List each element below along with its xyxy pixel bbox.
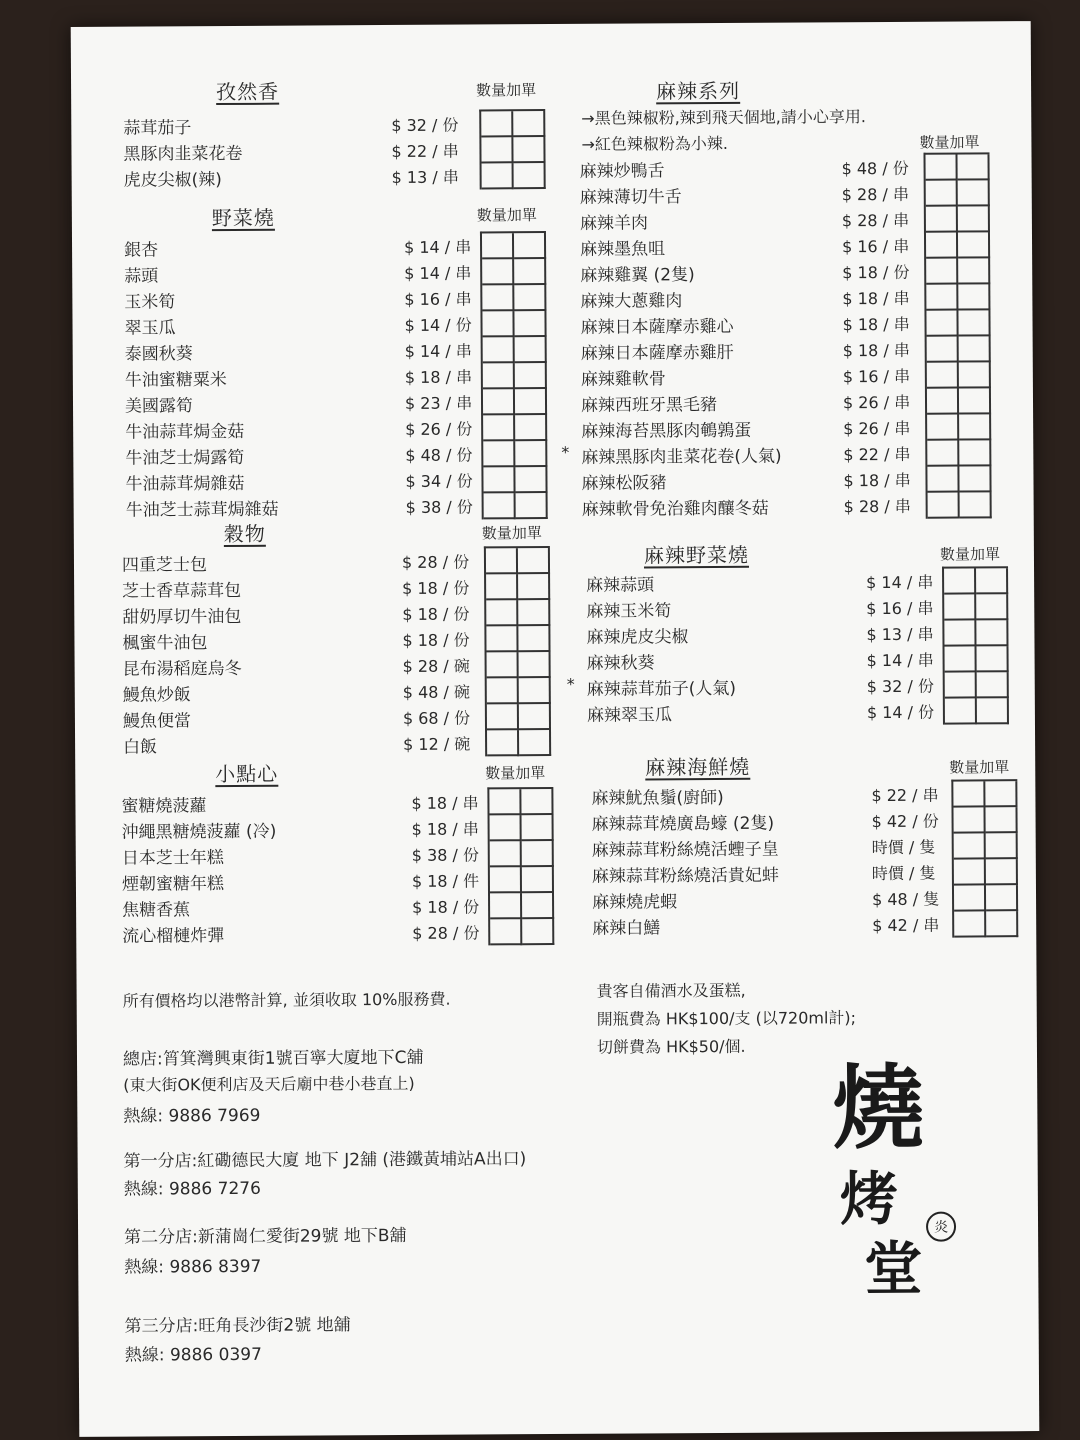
menu-item-name: 美國露筍 bbox=[124, 396, 194, 417]
menu-item-name: 泰國秋葵 bbox=[124, 344, 193, 365]
section-title: 孜然香 bbox=[216, 79, 280, 105]
menu-item-price: $ 28 / 串 bbox=[843, 496, 911, 517]
quantity-cell[interactable] bbox=[522, 867, 554, 893]
qty-add-order-label: 數量加單 bbox=[476, 81, 537, 100]
menu-item-name: 流心榴槤炸彈 bbox=[122, 926, 225, 947]
menu-item-name: 麻辣羊肉 bbox=[579, 213, 648, 234]
quantity-cell[interactable] bbox=[487, 730, 519, 756]
quantity-cell[interactable] bbox=[519, 730, 551, 756]
menu-item-name: 麻辣玉米筍 bbox=[586, 601, 672, 622]
quantity-cell[interactable] bbox=[514, 233, 546, 259]
menu-item-name: 麻辣翠玉瓜 bbox=[586, 705, 672, 726]
quantity-cell[interactable] bbox=[986, 859, 1018, 885]
quantity-cell[interactable] bbox=[927, 389, 959, 415]
menu-item-price: $ 42 / 串 bbox=[872, 915, 940, 936]
menu-item-name: 黑豚肉韭菜花卷 bbox=[123, 143, 243, 165]
quantity-cell[interactable] bbox=[926, 181, 958, 207]
quantity-cell[interactable] bbox=[944, 568, 976, 594]
menu-item-name: 芝士香草蒜茸包 bbox=[122, 580, 242, 602]
menu-item-name: 麻辣燒虎蝦 bbox=[592, 892, 678, 913]
menu-item-price: $ 32 / 份 bbox=[866, 676, 935, 697]
quantity-cell[interactable] bbox=[482, 311, 514, 337]
quantity-cell[interactable] bbox=[958, 310, 990, 336]
qty-add-order-label: 數量加單 bbox=[939, 545, 1001, 564]
branch-2-hotline: 熱線: 9886 8397 bbox=[124, 1256, 262, 1278]
quantity-grid bbox=[479, 109, 545, 189]
quantity-cell[interactable] bbox=[518, 548, 550, 574]
menu-item-price: $ 14 / 份 bbox=[866, 702, 935, 723]
quantity-cell[interactable] bbox=[959, 362, 991, 388]
spice-note: →紅色辣椒粉為小辣. bbox=[581, 133, 728, 154]
menu-item-name: 白飯 bbox=[123, 737, 158, 758]
quantity-cell[interactable] bbox=[959, 388, 991, 414]
branch-3-hotline: 熱線: 9886 0397 bbox=[124, 1344, 262, 1366]
menu-item-name: 焦糖香蕉 bbox=[122, 900, 191, 921]
quantity-cell[interactable] bbox=[522, 815, 554, 841]
quantity-cell[interactable] bbox=[519, 704, 551, 730]
quantity-cell[interactable] bbox=[953, 807, 985, 833]
menu-item-name: 麻辣松阪豬 bbox=[581, 473, 667, 494]
menu-item-name: 麻辣白鱔 bbox=[592, 918, 661, 939]
quantity-cell[interactable] bbox=[986, 885, 1018, 911]
quantity-cell[interactable] bbox=[515, 363, 547, 389]
quantity-cell[interactable] bbox=[976, 568, 1008, 594]
quantity-cell[interactable] bbox=[482, 285, 514, 311]
menu-item-price: $ 38 / 份 bbox=[411, 845, 480, 865]
menu-item-price: $ 32 / 份 bbox=[391, 115, 459, 135]
qty-add-order-label: 數量加單 bbox=[919, 133, 980, 152]
menu-item-price: $ 18 / 串 bbox=[411, 793, 479, 813]
menu-item-name: 翠玉瓜 bbox=[124, 318, 176, 339]
quantity-cell[interactable] bbox=[977, 698, 1009, 724]
menu-item-name: 鰻魚便當 bbox=[122, 711, 192, 732]
section-title: 小點心 bbox=[215, 761, 279, 787]
quantity-cell[interactable] bbox=[986, 833, 1018, 859]
branch-3-address: 第三分店:旺角長沙街2號 地舖 bbox=[124, 1315, 351, 1337]
quantity-cell[interactable] bbox=[486, 548, 518, 574]
menu-item-price: $ 28 / 碗 bbox=[402, 656, 470, 676]
menu-item-name: 甜奶厚切牛油包 bbox=[122, 606, 242, 628]
menu-item-price: $ 48 / 隻 bbox=[871, 889, 940, 910]
menu-item-name: 玉米筍 bbox=[124, 292, 176, 313]
quantity-cell[interactable] bbox=[927, 337, 959, 363]
quantity-cell[interactable] bbox=[960, 492, 992, 518]
quantity-cell[interactable] bbox=[487, 652, 519, 678]
menu-item-name: 麻辣海苔黑豚肉鵪鶉蛋 bbox=[581, 420, 752, 442]
branch-0-hotline: 熱線: 9886 7969 bbox=[123, 1105, 261, 1127]
menu-item-name: 麻辣日本薩摩赤雞肝 bbox=[580, 342, 734, 364]
quantity-cell[interactable] bbox=[489, 789, 521, 815]
quantity-cell[interactable] bbox=[985, 781, 1017, 807]
quantity-cell[interactable] bbox=[519, 678, 551, 704]
restaurant-logo-char-2: 烤 bbox=[839, 1164, 899, 1234]
quantity-cell[interactable] bbox=[490, 815, 522, 841]
quantity-cell[interactable] bbox=[959, 440, 991, 466]
quantity-cell[interactable] bbox=[954, 911, 986, 937]
quantity-cell[interactable] bbox=[518, 600, 550, 626]
branch-1-hotline: 熱線: 9886 7276 bbox=[123, 1178, 261, 1200]
menu-item-name: 麻辣軟骨免治雞肉釀冬菇 bbox=[581, 498, 769, 520]
quantity-cell[interactable] bbox=[976, 620, 1008, 646]
quantity-cell[interactable] bbox=[490, 919, 522, 945]
quantity-cell[interactable] bbox=[483, 441, 515, 467]
menu-item-price: $ 18 / 份 bbox=[412, 897, 480, 917]
menu-item-name: 麻辣日本薩摩赤雞心 bbox=[580, 316, 734, 338]
menu-item-name: 麻辣蒜茸燒廣島蠔 (2隻) bbox=[591, 813, 775, 835]
popular-star-icon: * bbox=[566, 674, 575, 694]
menu-item-name: 楓蜜牛油包 bbox=[122, 633, 208, 654]
quantity-cell[interactable] bbox=[482, 233, 514, 259]
qty-add-order-label: 數量加單 bbox=[481, 524, 542, 543]
quantity-cell[interactable] bbox=[515, 337, 547, 363]
quantity-cell[interactable] bbox=[945, 698, 977, 724]
section-title: 野菜燒 bbox=[211, 205, 275, 231]
quantity-cell[interactable] bbox=[522, 919, 554, 945]
quantity-cell[interactable] bbox=[484, 493, 516, 519]
quantity-cell[interactable] bbox=[490, 867, 522, 893]
menu-item-name: 蒜茸茄子 bbox=[123, 118, 192, 139]
restaurant-logo-char-3: 堂 bbox=[864, 1234, 923, 1304]
menu-item-price: $ 14 / 串 bbox=[866, 572, 934, 593]
menu-item-price: 時價 / 隻 bbox=[871, 837, 936, 858]
menu-item-name: 昆布湯稻庭烏冬 bbox=[122, 658, 242, 680]
menu-item-price: $ 28 / 份 bbox=[401, 552, 470, 572]
menu-item-price: $ 28 / 串 bbox=[841, 210, 910, 231]
quantity-grid bbox=[942, 566, 1009, 724]
quantity-cell[interactable] bbox=[521, 789, 553, 815]
quantity-cell[interactable] bbox=[953, 781, 985, 807]
quantity-cell[interactable] bbox=[522, 893, 554, 919]
menu-item-price: $ 18 / 串 bbox=[411, 819, 479, 839]
quantity-cell[interactable] bbox=[977, 646, 1009, 672]
menu-item-name: 四重芝士包 bbox=[121, 555, 208, 576]
menu-item-name: 麻辣秋葵 bbox=[586, 653, 655, 674]
quantity-cell[interactable] bbox=[927, 467, 959, 493]
quantity-cell[interactable] bbox=[522, 841, 554, 867]
menu-item-price: $ 14 / 串 bbox=[404, 263, 472, 283]
menu-item-name: 麻辣墨魚咀 bbox=[580, 239, 666, 260]
menu-item-price: $ 42 / 份 bbox=[871, 811, 939, 832]
menu-item-name: 日本芝士年糕 bbox=[121, 848, 224, 869]
quantity-cell[interactable] bbox=[490, 841, 522, 867]
quantity-cell[interactable] bbox=[958, 180, 990, 206]
quantity-cell[interactable] bbox=[927, 363, 959, 389]
menu-item-name: 麻辣大蔥雞肉 bbox=[580, 291, 683, 312]
quantity-cell[interactable] bbox=[514, 163, 546, 189]
menu-item-price: $ 38 / 份 bbox=[405, 497, 473, 517]
quantity-cell[interactable] bbox=[986, 911, 1018, 937]
quantity-cell[interactable] bbox=[959, 336, 991, 362]
menu-item-price: $ 14 / 串 bbox=[866, 650, 934, 671]
menu-item-name: 麻辣魷魚鬚(廚師) bbox=[591, 787, 724, 809]
menu-item-name: 麻辣蒜頭 bbox=[586, 575, 655, 596]
section-title: 麻辣系列 bbox=[656, 78, 741, 104]
quantity-cell[interactable] bbox=[958, 258, 990, 284]
quantity-cell[interactable] bbox=[945, 672, 977, 698]
quantity-cell[interactable] bbox=[513, 137, 545, 163]
qty-add-order-label: 數量加單 bbox=[476, 206, 537, 225]
menu-item-name: 麻辣西班牙黑毛豬 bbox=[580, 395, 718, 416]
section-title: 穀物 bbox=[223, 521, 266, 547]
quantity-cell[interactable] bbox=[483, 337, 515, 363]
quantity-cell[interactable] bbox=[486, 626, 518, 652]
quantity-cell[interactable] bbox=[958, 206, 990, 232]
menu-item-price: $ 18 / 串 bbox=[843, 470, 911, 491]
quantity-cell[interactable] bbox=[926, 285, 958, 311]
quantity-cell[interactable] bbox=[959, 414, 991, 440]
menu-item-price: $ 18 / 串 bbox=[842, 340, 910, 361]
quantity-grid bbox=[484, 546, 551, 756]
quantity-cell[interactable] bbox=[514, 285, 546, 311]
quantity-cell[interactable] bbox=[926, 233, 958, 259]
quantity-cell[interactable] bbox=[486, 600, 518, 626]
menu-item-price: $ 48 / 份 bbox=[841, 158, 909, 179]
menu-item-price: $ 18 / 串 bbox=[842, 314, 910, 335]
quantity-cell[interactable] bbox=[514, 311, 546, 337]
menu-item-price: $ 18 / 份 bbox=[842, 262, 910, 283]
menu-item-price: $ 16 / 串 bbox=[842, 366, 911, 387]
menu-item-price: $ 13 / 串 bbox=[391, 167, 459, 187]
quantity-cell[interactable] bbox=[483, 415, 515, 441]
menu-item-price: $ 18 / 份 bbox=[402, 578, 470, 598]
quantity-cell[interactable] bbox=[483, 363, 515, 389]
quantity-grid bbox=[487, 787, 554, 945]
quantity-cell[interactable] bbox=[928, 493, 960, 519]
menu-item-name: 麻辣炒鴨舌 bbox=[579, 161, 665, 182]
quantity-cell[interactable] bbox=[514, 259, 546, 285]
quantity-cell[interactable] bbox=[985, 807, 1017, 833]
quantity-cell[interactable] bbox=[927, 415, 959, 441]
quantity-cell[interactable] bbox=[977, 672, 1009, 698]
menu-item-name: 煙韌蜜糖年糕 bbox=[121, 874, 225, 895]
quantity-cell[interactable] bbox=[482, 163, 514, 189]
quantity-cell[interactable] bbox=[516, 493, 548, 519]
menu-item-price: $ 16 / 串 bbox=[842, 236, 910, 257]
quantity-cell[interactable] bbox=[518, 574, 550, 600]
restaurant-logo-char-1: 燒 bbox=[831, 1053, 925, 1163]
menu-item-price: $ 18 / 份 bbox=[402, 604, 470, 624]
menu-item-price: $ 14 / 串 bbox=[403, 237, 472, 257]
quantity-cell[interactable] bbox=[486, 574, 518, 600]
quantity-cell[interactable] bbox=[945, 646, 977, 672]
menu-item-name: 牛油蜜糖粟米 bbox=[124, 369, 227, 391]
menu-item-name: 牛油芝士焗露筍 bbox=[125, 447, 245, 469]
menu-item-name: 銀杏 bbox=[124, 240, 159, 261]
service-charge-note: 所有價格均以港幣計算, 並須收取 10%服務費. bbox=[122, 989, 451, 1011]
quantity-cell[interactable] bbox=[954, 833, 986, 859]
menu-item-name: 牛油蒜茸焗雜菇 bbox=[125, 473, 245, 495]
menu-item-price: $ 22 / 串 bbox=[391, 141, 459, 161]
quantity-cell[interactable] bbox=[959, 466, 991, 492]
menu-item-price: $ 12 / 碗 bbox=[403, 734, 471, 754]
quantity-cell[interactable] bbox=[481, 137, 513, 163]
quantity-cell[interactable] bbox=[481, 111, 513, 137]
quantity-cell[interactable] bbox=[954, 859, 986, 885]
logo-seal-icon: 炎 bbox=[926, 1212, 956, 1242]
menu-item-name: 麻辣雞軟骨 bbox=[580, 369, 666, 390]
quantity-cell[interactable] bbox=[515, 441, 547, 467]
menu-item-name: 虎皮尖椒(辣) bbox=[123, 170, 222, 191]
menu-item-price: $ 48 / 碗 bbox=[402, 682, 471, 702]
menu-item-name: 麻辣黑豚肉韭菜花卷(人氣) bbox=[581, 446, 782, 468]
popular-star-icon: * bbox=[561, 442, 570, 462]
menu-item-price: $ 26 / 份 bbox=[405, 419, 473, 439]
menu-item-price: $ 16 / 串 bbox=[866, 598, 934, 619]
menu-item-price: $ 14 / 份 bbox=[404, 315, 472, 335]
quantity-cell[interactable] bbox=[483, 389, 515, 415]
branch-1-address: 第一分店:紅磡德民大廈 地下 J2舖 (港鐵黃埔站A出口) bbox=[123, 1149, 527, 1172]
branch-0-extra: (東大街OK便利店及天后廟中巷小巷直上) bbox=[123, 1073, 415, 1095]
quantity-grid bbox=[480, 231, 548, 519]
menu-item-name: 麻辣蒜茸粉絲燒活貴妃蚌 bbox=[591, 865, 779, 887]
quantity-cell[interactable] bbox=[944, 594, 976, 620]
quantity-cell[interactable] bbox=[954, 885, 986, 911]
menu-item-price: $ 28 / 串 bbox=[841, 184, 910, 205]
menu-item-name: 麻辣雞翼 (2隻) bbox=[580, 265, 695, 286]
section-title: 麻辣海鮮燒 bbox=[645, 754, 751, 780]
quantity-cell[interactable] bbox=[518, 626, 550, 652]
section-title: 麻辣野菜燒 bbox=[643, 542, 750, 568]
menu-item-price: $ 23 / 串 bbox=[404, 393, 473, 413]
quantity-cell[interactable] bbox=[925, 155, 957, 181]
menu-item-price: $ 26 / 串 bbox=[843, 418, 911, 439]
menu-item-price: $ 48 / 份 bbox=[405, 445, 473, 465]
menu-item-price: $ 18 / 份 bbox=[402, 630, 470, 650]
menu-sheet bbox=[71, 21, 1040, 1437]
menu-item-price: $ 22 / 串 bbox=[843, 444, 911, 465]
corkage-line-3: 切餅費為 HK$50/個. bbox=[596, 1036, 746, 1057]
quantity-cell[interactable] bbox=[957, 154, 989, 180]
quantity-grid bbox=[923, 152, 991, 518]
quantity-cell[interactable] bbox=[490, 893, 522, 919]
quantity-cell[interactable] bbox=[487, 704, 519, 730]
corkage-line-2: 開瓶費為 HK$100/支 (以720ml計); bbox=[596, 1008, 857, 1029]
menu-item-name: 蜜糖燒菠蘿 bbox=[121, 796, 207, 817]
quantity-cell[interactable] bbox=[926, 311, 958, 337]
menu-item-name: 蒜頭 bbox=[124, 266, 159, 287]
menu-item-price: $ 18 / 串 bbox=[404, 367, 473, 387]
quantity-cell[interactable] bbox=[515, 415, 547, 441]
quantity-cell[interactable] bbox=[926, 207, 958, 233]
menu-item-price: $ 28 / 份 bbox=[412, 923, 480, 943]
menu-item-price: $ 68 / 份 bbox=[402, 708, 471, 728]
quantity-cell[interactable] bbox=[483, 467, 515, 493]
quantity-cell[interactable] bbox=[515, 467, 547, 493]
menu-item-price: $ 13 / 串 bbox=[866, 624, 934, 645]
menu-item-price: $ 14 / 串 bbox=[404, 341, 472, 361]
quantity-cell[interactable] bbox=[944, 620, 976, 646]
quantity-cell[interactable] bbox=[519, 652, 551, 678]
menu-item-price: $ 26 / 串 bbox=[842, 392, 911, 413]
menu-item-name: 麻辣薄切牛舌 bbox=[579, 187, 682, 208]
qty-add-order-label: 數量加單 bbox=[949, 758, 1010, 777]
menu-item-name: 麻辣虎皮尖椒 bbox=[586, 627, 689, 648]
quantity-cell[interactable] bbox=[482, 259, 514, 285]
menu-item-name: 沖繩黑糖燒菠蘿 (冷) bbox=[121, 821, 277, 843]
branch-0-address: 總店:筲箕灣興東街1號百寧大廈地下C舖 bbox=[122, 1047, 424, 1070]
quantity-cell[interactable] bbox=[487, 678, 519, 704]
quantity-cell[interactable] bbox=[927, 441, 959, 467]
quantity-cell[interactable] bbox=[515, 389, 547, 415]
menu-item-name: 麻辣蒜茸茄子(人氣) bbox=[586, 678, 737, 700]
menu-item-name: 牛油芝士蒜茸焗雜菇 bbox=[125, 499, 279, 521]
quantity-cell[interactable] bbox=[976, 594, 1008, 620]
menu-item-name: 牛油蒜茸焗金菇 bbox=[125, 421, 245, 443]
menu-item-price: $ 22 / 串 bbox=[871, 785, 939, 806]
spice-note: →黑色辣椒粉,辣到飛天個地,請小心享用. bbox=[581, 107, 866, 128]
menu-item-price: 時價 / 隻 bbox=[871, 863, 936, 884]
menu-item-price: $ 16 / 串 bbox=[404, 289, 472, 309]
menu-item-name: 麻辣蒜茸粉絲燒活蟶子皇 bbox=[591, 839, 779, 861]
branch-2-address: 第二分店:新蒲崗仁愛街29號 地下B舖 bbox=[124, 1225, 407, 1248]
quantity-cell[interactable] bbox=[958, 232, 990, 258]
qty-add-order-label: 數量加單 bbox=[485, 764, 546, 783]
quantity-cell[interactable] bbox=[513, 111, 545, 137]
menu-item-price: $ 18 / 串 bbox=[842, 288, 910, 309]
menu-item-price: $ 18 / 件 bbox=[411, 871, 480, 891]
quantity-cell[interactable] bbox=[926, 259, 958, 285]
quantity-cell[interactable] bbox=[958, 284, 990, 310]
quantity-grid bbox=[951, 779, 1018, 937]
menu-item-price: $ 34 / 份 bbox=[405, 471, 473, 491]
corkage-line-1: 貴客自備酒水及蛋糕, bbox=[596, 980, 746, 1001]
menu-item-name: 鰻魚炒飯 bbox=[122, 685, 191, 706]
